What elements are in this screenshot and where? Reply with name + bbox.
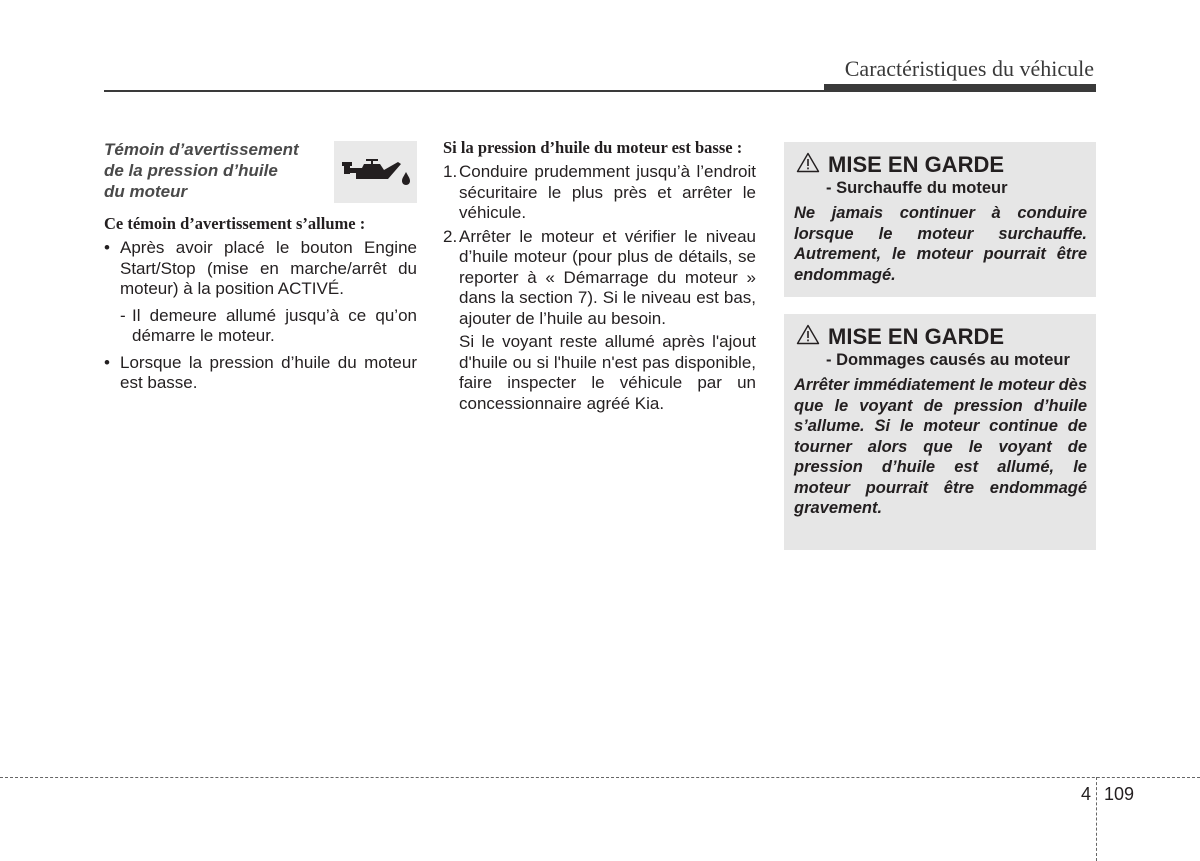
page-number: 109 (1104, 784, 1135, 804)
sub-list-item (104, 306, 417, 347)
chapter-number: 4 (1081, 784, 1092, 804)
caution-title (794, 152, 1087, 178)
list-item (104, 238, 417, 300)
column-left (104, 138, 417, 400)
header-rule (104, 90, 1096, 92)
caution-title-text: MISE EN GARDE (828, 324, 1005, 349)
numbered-step (443, 162, 756, 224)
column-middle (443, 138, 756, 414)
warning-light-heading-line: de la pression d’huile (104, 161, 278, 180)
list-item (104, 353, 417, 394)
dash-mark: - (120, 305, 126, 325)
step-note: Si le voyant reste allumé après l'ajout d'huile ou si l'huile n'est pas disponible, faire inspecter le véhicule par un concessionnaire agréé Kia. (459, 332, 756, 413)
step-number: 2. (443, 226, 458, 246)
step-text: Arrêter le moteur et vérifier le niveau d’huile moteur (pour plus de détails, se reporter à « Démarrage du moteur » dans la section 7). Si le niveau est bas, ajouter de l’huile au besoin. (459, 226, 756, 328)
caution-title (794, 324, 1087, 350)
warning-light-heading (104, 139, 329, 202)
bullet-mark: • (104, 238, 110, 257)
warning-triangle-icon (796, 324, 820, 350)
procedure-heading: Si la pression d’huile du moteur est basse : (443, 138, 743, 157)
warning-light-heading-line: du moteur (104, 182, 188, 201)
caution-body: Arrêter immédiatement le moteur dès que le voyant de pression d’huile s’allume. Si le moteur continue de tourner alors que le voyant de pression d’huile est allumé, le moteur pourrait être endommagé gravement. (794, 376, 1087, 517)
step-text: Conduire prudemment jusqu’à l’endroit sécuritaire le plus près et arrêter le véhicule. (459, 162, 756, 222)
caution-subtitle: - Dommages causés au moteur (826, 351, 1070, 369)
warning-light-heading-line: Témoin d’avertissement (104, 140, 299, 159)
footer-dashed-rule (0, 777, 1200, 778)
caution-title-text: MISE EN GARDE (828, 152, 1005, 177)
sub-list-item-text: Il demeure allumé jusqu’à ce qu’on démarre le moteur. (132, 305, 417, 345)
list-item-text: Après avoir placé le bouton Engine Start/Stop (mise en marche/arrêt du moteur) à la position ACTIVÉ. (120, 238, 417, 298)
oil-pressure-icon-box (334, 141, 417, 203)
step-number: 1. (443, 162, 458, 181)
caution-box-engine-damage (784, 314, 1096, 550)
caution-subtitle: - Surchauffe du moteur (826, 179, 1008, 197)
footer-dashed-divider (1096, 777, 1097, 861)
caution-box-overheat (784, 142, 1096, 297)
subheading: Ce témoin d’avertissement s’allume : (104, 214, 366, 233)
page-header-title: Caractéristiques du véhicule (844, 56, 1094, 81)
numbered-step (443, 227, 756, 330)
bullet-mark: • (104, 352, 110, 372)
list-item-text: Lorsque la pression d’huile du moteur est basse. (120, 352, 417, 392)
warning-triangle-icon (796, 152, 820, 178)
caution-body: Ne jamais continuer à conduire lorsque le moteur surchauffe. Autrement, le moteur pourrait être endommagé. (794, 204, 1087, 284)
